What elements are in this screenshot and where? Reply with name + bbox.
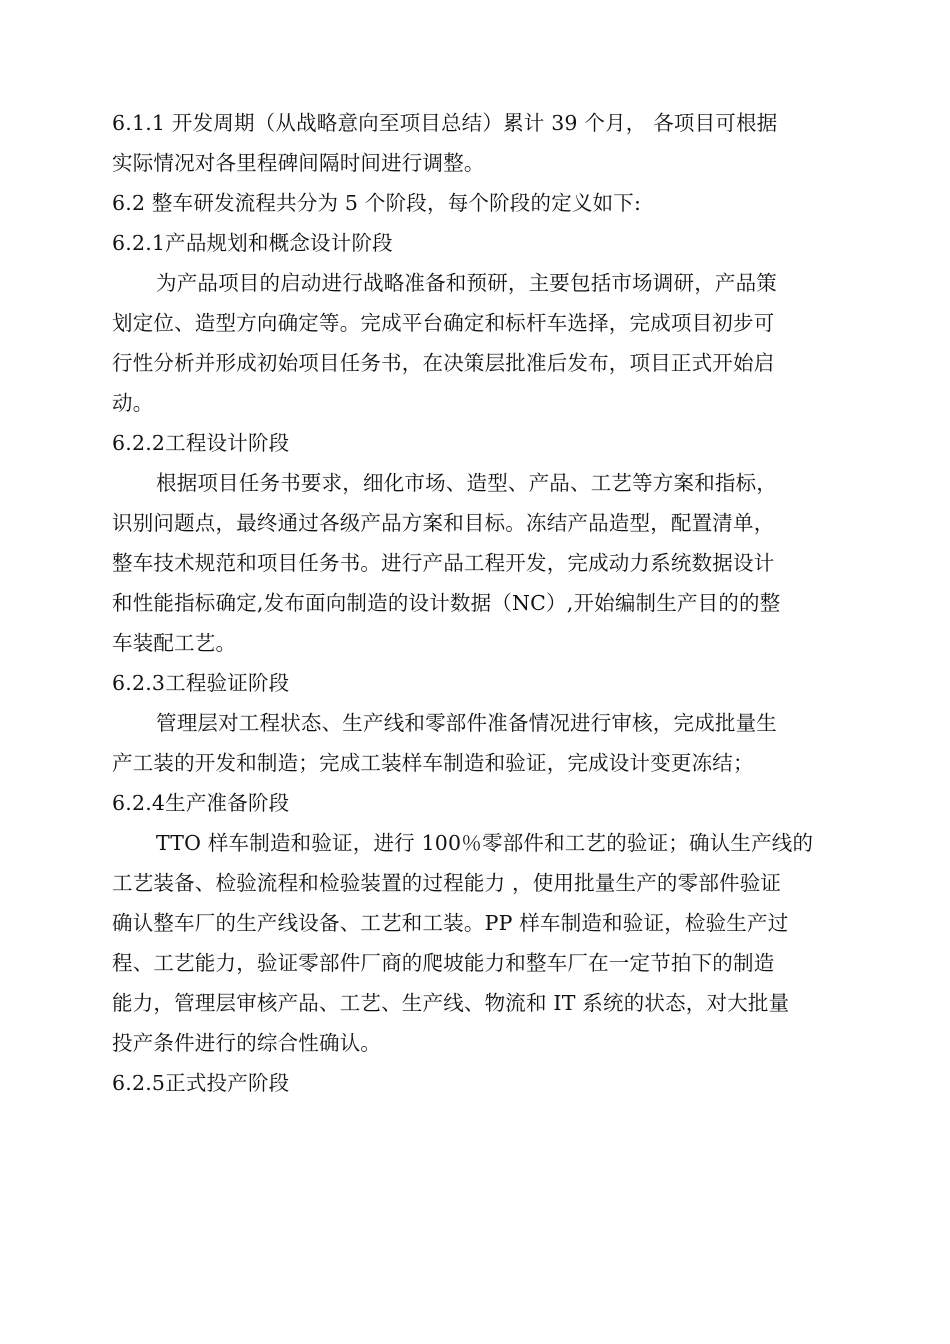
text-line: 车装配工艺。	[112, 631, 237, 655]
text-line: 为产品项目的启动进行战略准备和预研，主要包括市场调研，产品策	[156, 271, 777, 295]
text-line: 6.2 整车研发流程共分为 5 个阶段，每个阶段的定义如下:	[112, 191, 642, 215]
text-line: 程、工艺能力，验证零部件厂商的爬坡能力和整车厂在一定节拍下的制造	[112, 951, 775, 975]
text-line: 行性分析并形成初始项目任务书，在决策层批准后发布，项目正式开始启	[112, 351, 775, 375]
text-line: 6.2.2工程设计阶段	[112, 431, 290, 455]
text-line: 投产条件进行的综合性确认。	[112, 1031, 382, 1055]
text-line: 管理层对工程状态、生产线和零部件准备情况进行审核，完成批量生	[156, 711, 777, 735]
text-line: 识别问题点，最终通过各级产品方案和目标。冻结产品造型，配置清单，	[112, 511, 775, 535]
text-line: 6.1.1 开发周期（从战略意向至项目总结）累计 39 个月， 各项目可根据	[112, 111, 778, 135]
text-line: 6.2.5正式投产阶段	[112, 1071, 290, 1095]
text-line: 划定位、造型方向确定等。完成平台确定和标杆车选择，完成项目初步可	[112, 311, 775, 335]
text-line: 根据项目任务书要求，细化市场、造型、产品、工艺等方案和指标，	[156, 471, 777, 495]
text-line: 6.2.3工程验证阶段	[112, 671, 290, 695]
text-line: 6.2.4生产准备阶段	[112, 791, 290, 815]
text-line: 实际情况对各里程碑间隔时间进行调整。	[112, 151, 485, 175]
document-page	[112, 103, 842, 1103]
text-line: 工艺装备、检验流程和检验装置的过程能力 ，使用批量生产的零部件验证	[112, 871, 782, 895]
text-line: 6.2.1产品规划和概念设计阶段	[112, 231, 393, 255]
text-line: 整车技术规范和项目任务书。进行产品工程开发，完成动力系统数据设计	[112, 551, 775, 575]
text-line: 和性能指标确定,发布面向制造的设计数据（NC）,开始编制生产目的的整	[112, 591, 781, 615]
text-line: TTO 样车制造和验证，进行 100％零部件和工艺的验证；确认生产线的	[156, 831, 814, 855]
text-line: 确认整车厂的生产线设备、工艺和工装。PP 样车制造和验证，检验生产过	[112, 911, 789, 935]
text-line: 产工装的开发和制造；完成工装样车制造和验证，完成设计变更冻结；	[112, 751, 754, 775]
text-line: 能力，管理层审核产品、工艺、生产线、物流和 IT 系统的状态，对大批量	[112, 991, 790, 1015]
text-line: 动。	[112, 391, 154, 415]
